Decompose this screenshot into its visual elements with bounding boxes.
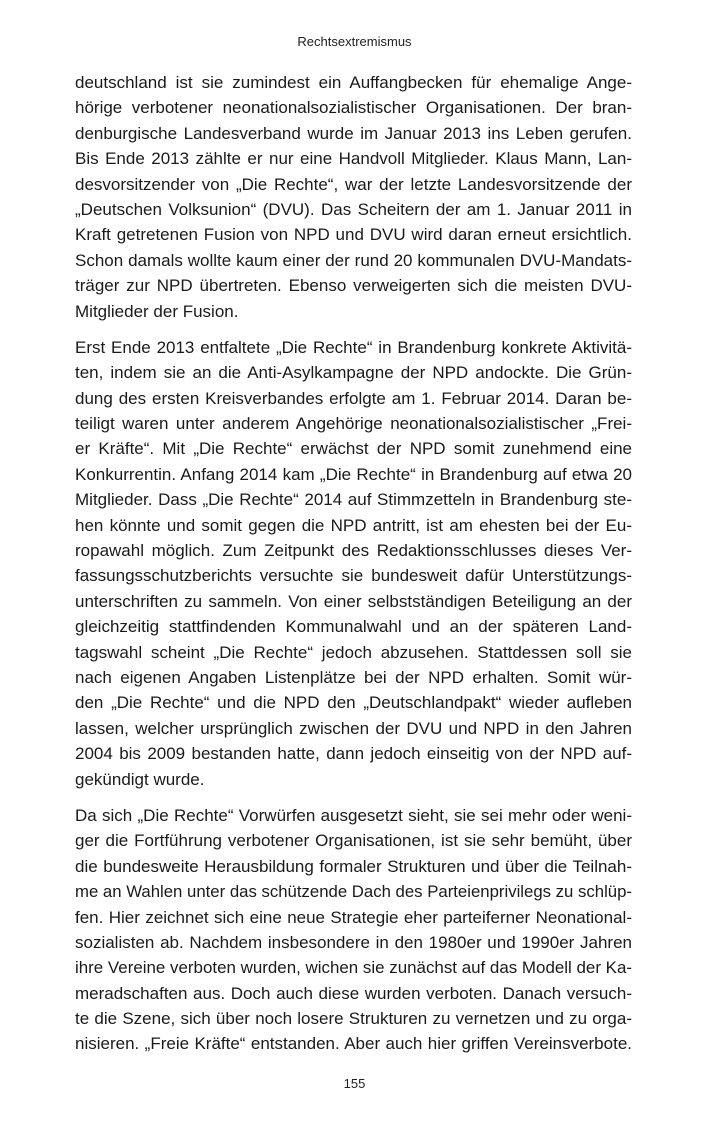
text-line: ihre Vereine verboten wurden, wichen sie zunächst auf das Modell der Ka- (75, 958, 632, 978)
text-line: ten, indem sie an die Anti-Asylkampagne der NPD andockte. Die Grün- (75, 363, 632, 383)
body-text (75, 70, 632, 1068)
text-line: den „Die Rechte“ und die NPD den „Deutschlandpakt“ wieder aufleben (75, 693, 632, 713)
text-line: lassen, welcher ursprünglich zwischen der DVU und NPD in den Jahren (75, 718, 632, 738)
text-line: teiligt waren unter anderem Angehörige neonationalsozialistischer „Frei- (75, 414, 632, 434)
text-line: Bis Ende 2013 zählte er nur eine Handvoll Mitglieder. Klaus Mann, Lan- (75, 149, 632, 169)
text-line: meradschaften aus. Doch auch diese wurden verboten. Danach versuch- (75, 983, 632, 1003)
text-line: nach eigenen Angaben Listenplätze bei der NPD erhalten. Somit wür- (75, 667, 632, 687)
text-line: tagswahl scheint „Die Rechte“ jedoch abzusehen. Stattdessen soll sie (75, 642, 632, 662)
page-number: 155 (343, 1076, 366, 1091)
text-line: denburgische Landesverband wurde im Januar 2013 ins Leben gerufen. (75, 123, 632, 143)
paragraph (75, 803, 632, 1057)
text-line: fen. Hier zeichnet sich eine neue Strategie eher parteiferner Neonational- (75, 907, 632, 927)
text-line: ropawahl möglich. Zum Zeitpunkt des Redaktionsschlusses dieses Ver- (75, 541, 632, 561)
paragraph (75, 70, 632, 324)
text-line: unterschriften zu sammeln. Von einer selbstständigen Beteiligung an der (75, 591, 632, 611)
text-line: sozialisten ab. Nachdem insbesondere in den 1980er und 1990er Jahren (75, 932, 632, 952)
text-line: Da sich „Die Rechte“ Vorwürfen ausgesetzt sieht, sie sei mehr oder weni- (75, 805, 632, 825)
text-line: te die Szene, sich über noch losere Strukturen zu vernetzen und zu orga- (75, 1009, 632, 1029)
text-line: gleichzeitig stattfindenden Kommunalwahl und an der späteren Land- (75, 617, 632, 637)
text-line: „Deutschen Volksunion“ (DVU). Das Scheitern der am 1. Januar 2011 in (75, 199, 632, 219)
text-line: ger die Fortführung verbotener Organisationen, ist sie sehr bemüht, über (75, 831, 632, 851)
text-line: hen könnte und somit gegen die NPD antritt, ist am ehesten bei der Eu- (75, 515, 632, 535)
text-line: er Kräfte“. Mit „Die Rechte“ erwächst der NPD somit zunehmend eine (75, 439, 632, 459)
text-line: fassungsschutzberichts versuchte sie bundesweit dafür Unterstützungs- (75, 566, 632, 586)
text-line: nisieren. „Freie Kräfte“ entstanden. Aber auch hier griffen Vereinsverbote. (75, 1034, 632, 1054)
text-line: 2004 bis 2009 bestanden hatte, dann jedoch einseitig von der NPD auf- (75, 744, 632, 764)
text-line: deutschland ist sie zumindest ein Auffangbecken für ehemalige Ange- (75, 73, 632, 92)
text-line: Mitglieder der Fusion. (75, 301, 239, 321)
text-line: desvorsitzender von „Die Rechte“, war der letzte Landesvorsitzende der (75, 174, 632, 194)
text-line: Konkurrentin. Anfang 2014 kam „Die Rechte“ in Brandenburg auf etwa 20 (75, 464, 632, 484)
text-line: hörige verbotener neonationalsozialistischer Organisationen. Der bran- (75, 98, 632, 118)
text-line: gekündigt wurde. (75, 769, 205, 789)
text-line: Erst Ende 2013 entfaltete „Die Rechte“ in Brandenburg konkrete Aktivitä- (75, 337, 632, 357)
text-line: dung des ersten Kreisverbandes erfolgte am 1. Februar 2014. Daran be- (75, 388, 632, 408)
text-line: träger zur NPD übertreten. Ebenso verweigerten sich die meisten DVU- (75, 276, 632, 296)
text-line: me an Wahlen unter das schützende Dach des Parteienprivilegs zu schlüp- (75, 882, 632, 902)
running-header: Rechtsextremismus (297, 34, 412, 49)
text-line: die bundesweite Herausbildung formaler Strukturen und über die Teilnah- (75, 856, 632, 876)
paragraph (75, 335, 632, 792)
text-line: Kraft getretenen Fusion von NPD und DVU wird daran erneut ersichtlich. (75, 225, 632, 245)
text-line: Mitglieder. Dass „Die Rechte“ 2014 auf Stimmzetteln in Brandenburg ste- (75, 490, 632, 510)
text-line: Schon damals wollte kaum einer der rund 20 kommunalen DVU-Mandats- (75, 250, 632, 270)
